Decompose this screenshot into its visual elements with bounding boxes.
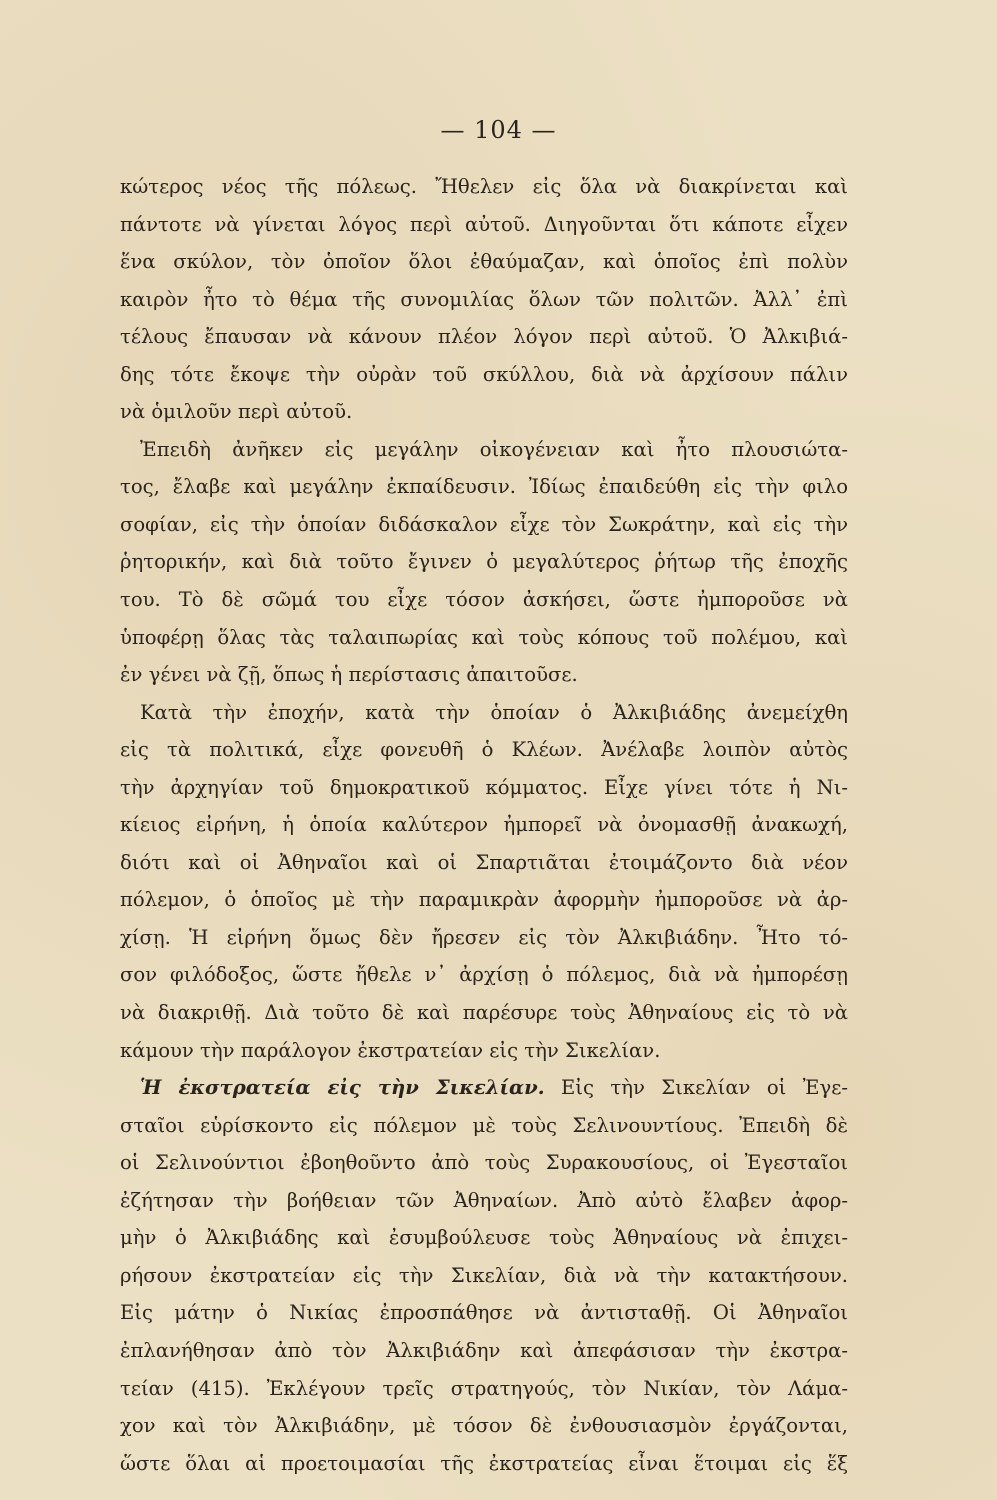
text-line: σοφίαν, εἰς τὴν ὁποίαν διδάσκαλον εἶχε τὸν Σωκράτην, καὶ εἰς τὴν xyxy=(120,512,848,536)
text-line: τείαν (415). Ἐκλέγουν τρεῖς στρατηγούς, τὸν Νικίαν, τὸν Λάμα- xyxy=(120,1376,848,1400)
section-heading: Ἡ ἐκστρατεία εἰς τὴν Σικελίαν. xyxy=(140,1076,545,1100)
text-line: διότι καὶ οἱ Ἀθηναῖοι καὶ οἱ Σπαρτιᾶται ἐτοιμάζοντο διὰ νέον xyxy=(120,850,848,874)
text-line: τὴν ἀρχηγίαν τοῦ δημοκρατικοῦ κόμματος. Εἶχε γίνει τότε ἡ Νι- xyxy=(120,775,848,799)
text-line: ὥστε ὅλαι αἱ προετοιμασίαι τῆς ἐκστρατείας εἶναι ἕτοιμαι εἰς ἕξ xyxy=(120,1451,848,1475)
text-line: Εἰς τὴν Σικελίαν οἱ Ἐγε- xyxy=(560,1076,848,1100)
text-line: ἐζήτησαν τὴν βοήθειαν τῶν Ἀθηναίων. Ἀπὸ αὐτὸ ἔλαβεν ἀφορ- xyxy=(120,1188,848,1212)
text-line: σον φιλόδοξος, ὥστε ἤθελε ν᾿ ἀρχίσῃ ὁ πόλεμος, διὰ νὰ ἠμπορέσῃ xyxy=(120,963,848,987)
page-number: — 104 — xyxy=(440,116,557,144)
body-text xyxy=(120,168,848,1482)
text-line: Ἐπειδὴ ἀνῆκεν εἰς μεγάλην οἰκογένειαν καὶ ἦτο πλουσιώτα- xyxy=(140,437,848,461)
text-line: οἱ Σελινούντιοι ἐβοηθοῦντο ἀπὸ τοὺς Συρακουσίους, οἱ Ἐγεσταῖοι xyxy=(120,1151,848,1175)
text-line: νὰ διακριθῇ. Διὰ τοῦτο δὲ καὶ παρέσυρε τοὺς Ἀθηναίους εἰς τὸ νὰ xyxy=(120,1001,848,1025)
text-line: σταῖοι εὑρίσκοντο εἰς πόλεμον μὲ τοὺς Σελινουντίους. Ἐπειδὴ δὲ xyxy=(120,1113,848,1137)
text-line: δης τότε ἔκοψε τὴν οὐρὰν τοῦ σκύλλου, διὰ νὰ ἀρχίσουν πάλιν xyxy=(120,362,848,386)
text-line: εἰς τὰ πολιτικά, εἶχε φονευθῆ ὁ Κλέων. Ἀνέλαβε λοιπὸν αὐτὸς xyxy=(120,738,848,762)
text-line: Κατὰ τὴν ἐποχήν, κατὰ τὴν ὁποίαν ὁ Ἀλκιβιάδης ἀνεμείχθη xyxy=(140,700,848,724)
text-line: πόλεμον, ὁ ὁποῖος μὲ τὴν παραμικρὰν ἀφορμὴν ἠμποροῦσε νὰ ἀρ- xyxy=(120,888,848,912)
section-heading-line xyxy=(120,1069,848,1107)
text-line: τέλους ἔπαυσαν νὰ κάνουν πλέον λόγον περὶ αὐτοῦ. Ὁ Ἀλκιβιά- xyxy=(120,325,848,349)
text-line: ῥητορικήν, καὶ διὰ τοῦτο ἔγινεν ὁ μεγαλύτερος ῥήτωρ τῆς ἐποχῆς xyxy=(120,550,848,574)
text-line: κώτερος νέος τῆς πόλεως. Ἤθελεν εἰς ὅλα νὰ διακρίνεται καὶ xyxy=(120,175,848,198)
text-line: Εἰς μάτην ὁ Νικίας ἐπροσπάθησε νὰ ἀντισταθῇ. Οἱ Ἀθηναῖοι xyxy=(120,1301,848,1325)
text-line: χίσῃ. Ἡ εἰρήνη ὅμως δὲν ἤρεσεν εἰς τὸν Ἀλκιβιάδην. Ἦτο τό- xyxy=(120,925,848,949)
text-line: ἐπλανήθησαν ἀπὸ τὸν Ἀλκιβιάδην καὶ ἀπεφάσισαν τὴν ἐκστρα- xyxy=(120,1338,848,1362)
text-line: ἕνα σκύλον, τὸν ὁποῖον ὅλοι ἐθαύμαζαν, καὶ ὁποῖος ἐπὶ πολὺν xyxy=(120,250,848,274)
text-line: ὑποφέρῃ ὅλας τὰς ταλαιπωρίας καὶ τοὺς κόπους τοῦ πολέμου, καὶ xyxy=(120,625,848,649)
text-line: καιρὸν ἦτο τὸ θέμα τῆς συνομιλίας ὅλων τῶν πολιτῶν. Ἀλλ᾿ ἐπὶ xyxy=(120,287,848,311)
text-line: κάμουν τὴν παράλογον ἐκστρατείαν εἰς τὴν Σικελίαν. xyxy=(120,1038,661,1062)
text-line: πάντοτε νὰ γίνεται λόγος περὶ αὐτοῦ. Διηγοῦνται ὅτι κάποτε εἶχεν xyxy=(120,212,848,236)
text-line: ρήσουν ἐκστρατείαν εἰς τὴν Σικελίαν, διὰ νὰ τὴν κατακτήσουν. xyxy=(120,1263,848,1287)
text-line: τος, ἔλαβε καὶ μεγάλην ἐκπαίδευσιν. Ἰδίως ἐπαιδεύθη εἰς τὴν φιλο xyxy=(120,475,848,499)
text-line: κίειος εἰρήνη, ἡ ὁποία καλύτερον ἠμπορεῖ νὰ ὀνομασθῇ ἀνακωχή, xyxy=(120,813,848,837)
text-line: ἐν γένει νὰ ζῇ, ὅπως ἡ περίστασις ἀπαιτοῦσε. xyxy=(120,663,578,687)
text-line: του. Τὸ δὲ σῶμά του εἶχε τόσον ἀσκήσει, ὥστε ἠμποροῦσε νὰ xyxy=(120,588,848,612)
text-line: χον καὶ τὸν Ἀλκιβιάδην, μὲ τόσον δὲ ἐνθουσιασμὸν ἐργάζονται, xyxy=(120,1414,848,1438)
text-line: μὴν ὁ Ἀλκιβιάδης καὶ ἐσυμβούλευσε τοὺς Ἀθηναίους νὰ ἐπιχει- xyxy=(120,1226,848,1250)
text-line: νὰ ὁμιλοῦν περὶ αὐτοῦ. xyxy=(120,400,353,424)
